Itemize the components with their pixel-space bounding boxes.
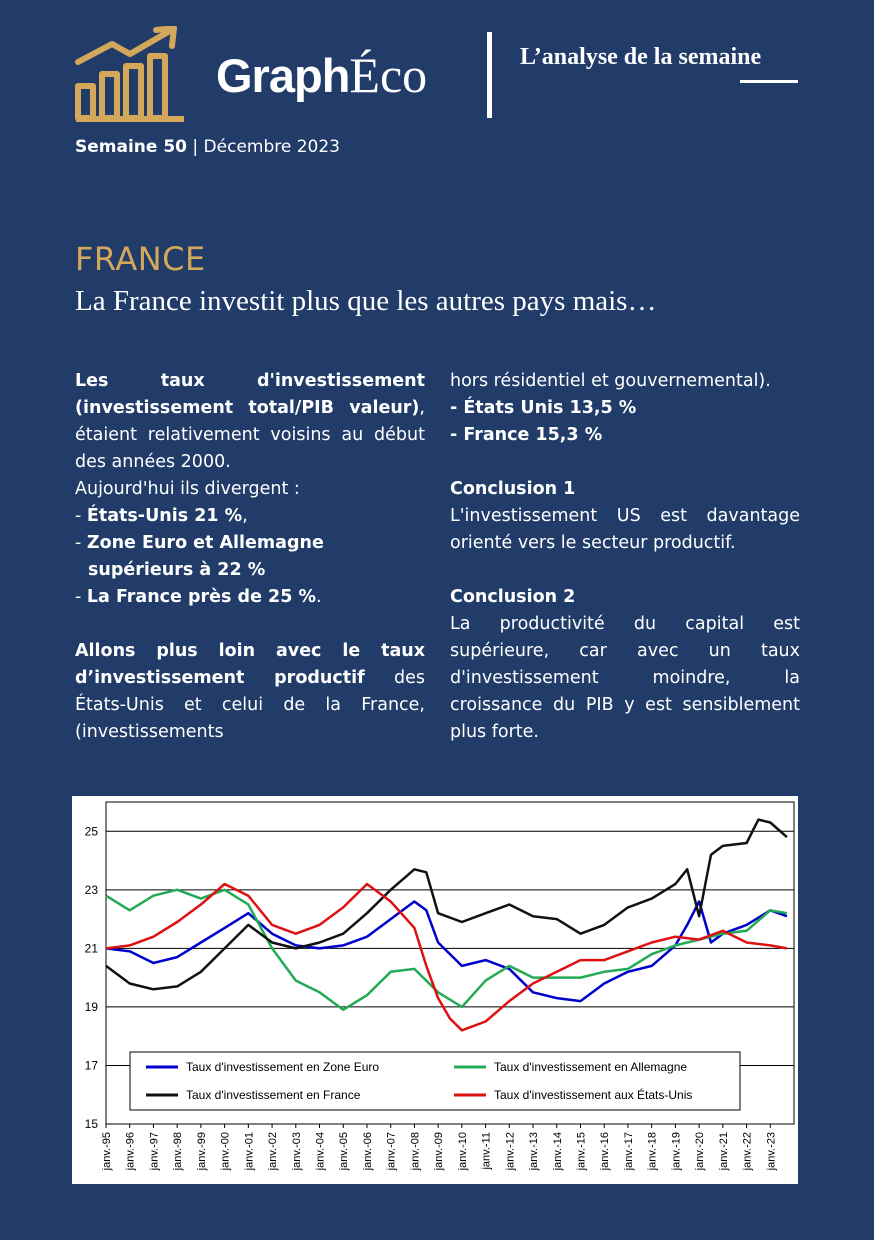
y-tick-label: 15 [84, 1117, 98, 1131]
header-divider [487, 32, 492, 118]
y-tick-label: 19 [84, 999, 98, 1014]
issue-week: Semaine 50 [75, 137, 187, 157]
bullet-euro [75, 530, 425, 584]
intro-rest: , étaient relativement voisins au début des années 2000. [75, 398, 425, 472]
article-right-column [450, 368, 800, 746]
y-tick-label: 23 [84, 882, 98, 897]
conclusion-2-title-text: Conclusion 2 [450, 587, 576, 607]
x-tick-label: janv.-98 [172, 1132, 185, 1171]
x-tick-label: janv.-16 [599, 1132, 612, 1171]
conclusion-2-text: La productivité du capital est supérieure, car avec un taux d'investissement moindre, la croissance du PIB y est sensiblement plus forte. [450, 614, 800, 742]
x-tick-label: janv.-11 [480, 1132, 493, 1170]
x-tick-label: janv.-21 [717, 1132, 730, 1171]
rate-france [450, 422, 800, 449]
article-left-column [75, 368, 425, 746]
issue-info [75, 137, 340, 157]
intro-bold: Les taux d'investissement (investissement total/PIB valeur) [75, 371, 425, 418]
x-tick-label: janv.-19 [670, 1132, 683, 1171]
y-tick-label: 17 [84, 1058, 98, 1073]
x-tick-label: janv.-00 [219, 1132, 232, 1171]
x-tick-label: janv.-04 [314, 1132, 327, 1171]
x-tick-label: janv.-17 [622, 1132, 635, 1171]
series-line-3 [106, 820, 787, 990]
tagline: L’analyse de la semaine [520, 44, 762, 70]
issue-date: Décembre 2023 [203, 137, 340, 157]
brand-graph: Graph [216, 49, 350, 102]
conclusion-2-title [450, 584, 800, 611]
x-tick-label: janv.-96 [124, 1132, 137, 1171]
bullet-dash: - [75, 587, 87, 607]
x-tick-label: janv.-13 [528, 1132, 541, 1171]
x-tick-label: janv.-20 [694, 1132, 707, 1171]
x-tick-label: janv.-09 [433, 1132, 446, 1171]
x-tick-label: janv.-14 [551, 1132, 564, 1171]
divergence-intro: Aujourd'hui ils divergent : [75, 479, 300, 499]
section-title: FRANCE [75, 240, 206, 278]
x-tick-label: janv.-05 [338, 1132, 351, 1171]
x-tick-label: janv.-99 [195, 1132, 208, 1171]
bullet-dash: - [75, 533, 87, 553]
x-tick-label: janv.-95 [101, 1132, 113, 1171]
continuation-text: hors résidentiel et gouvernemental). [450, 371, 771, 391]
article-headline: La France investit plus que les autres pays mais… [75, 285, 657, 317]
intro-paragraph [75, 368, 425, 476]
y-tick-label: 21 [84, 941, 98, 956]
x-tick-label: janv.-07 [385, 1132, 398, 1171]
x-tick-label: janv.-23 [765, 1132, 778, 1171]
bullet-us [75, 503, 425, 530]
legend-label: Taux d'investissement en Allemagne [494, 1060, 688, 1074]
series-line-4 [106, 884, 787, 1030]
rate-france-text: - France 15,3 % [450, 425, 603, 445]
conclusion-1-title-text: Conclusion 1 [450, 479, 576, 499]
x-tick-label: janv.-10 [456, 1132, 469, 1171]
brand-name [216, 46, 427, 104]
legend-label: Taux d'investissement aux États-Unis [494, 1088, 693, 1102]
x-tick-label: janv.-18 [646, 1132, 659, 1171]
productive-paragraph [75, 638, 425, 746]
x-tick-label: janv.-22 [741, 1132, 754, 1171]
rate-us-text: - États Unis 13,5 % [450, 398, 637, 418]
conclusion-1-title [450, 476, 800, 503]
bullet-france [75, 584, 425, 611]
investment-rate-chart [72, 796, 798, 1184]
x-tick-label: janv.-01 [243, 1132, 256, 1171]
x-tick-label: janv.-06 [361, 1132, 374, 1171]
legend-label: Taux d'investissement en France [186, 1088, 361, 1102]
bullet-us-text: États-Unis 21 % [86, 506, 243, 526]
bullet-france-text: La France près de 25 % [86, 587, 317, 607]
bullet-punct: . [316, 587, 322, 607]
productive-rest: des États-Unis et celui de la France, (investissements [75, 668, 425, 742]
bullet-punct: , [242, 506, 248, 526]
bullet-dash: - [75, 506, 87, 526]
x-tick-label: janv.-97 [148, 1132, 161, 1171]
x-tick-label: janv.-02 [267, 1132, 280, 1171]
rate-us [450, 395, 800, 422]
x-tick-label: janv.-03 [290, 1132, 303, 1171]
tagline-underline [740, 80, 798, 83]
x-tick-label: janv.-08 [409, 1132, 422, 1171]
conclusion-1-text: L'investissement US est davantage orienté vers le secteur productif. [450, 506, 800, 553]
y-tick-label: 25 [84, 824, 98, 839]
bar-chart-logo-icon [72, 26, 190, 122]
x-tick-label: janv.-15 [575, 1132, 588, 1171]
line-chart [72, 796, 798, 1184]
issue-separator: | [187, 137, 204, 157]
x-tick-label: janv.-12 [504, 1132, 517, 1171]
productive-bold: Allons plus loin avec le taux d’investissement productif [75, 641, 425, 688]
brand-eco: Éco [349, 47, 428, 103]
legend-label: Taux d'investissement en Zone Euro [186, 1060, 380, 1074]
bullet-euro-text: Zone Euro et Allemagne supérieurs à 22 % [86, 533, 324, 580]
